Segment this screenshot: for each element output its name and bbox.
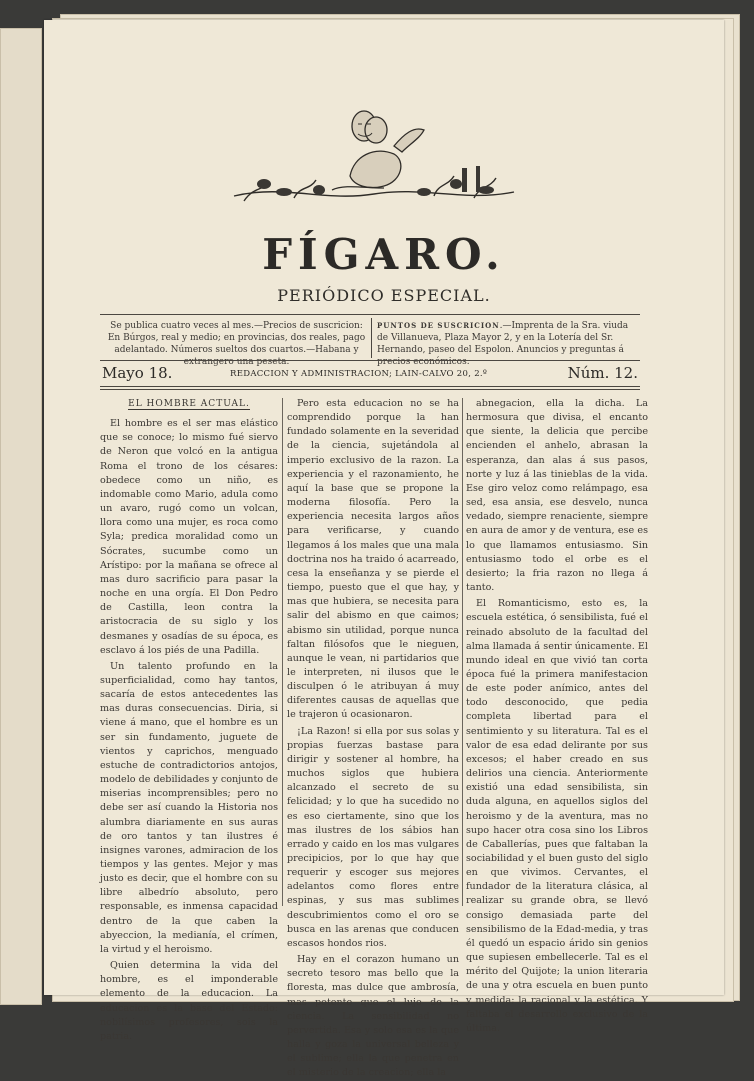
top-rule: [100, 314, 640, 315]
article-heading: EL HOMBRE ACTUAL.: [128, 399, 250, 409]
newspaper-title: FÍGARO.: [262, 230, 506, 279]
page-stack-left: [0, 28, 42, 1005]
paragraph: ¡La Razon! si ella por sus solas y propias fuerzas bastase para dirigir y sostener al hombre, ha muchos siglos que hubiera alcanzado el secreto de su felicidad; y lo que ha sucedido no es eso ciertamente, sino que los mas ilustres de los sábios han errado y caido en los mas vulgares precipicios, por lo que hay que requerir y escoger sus mejores adelantos como flores entre espinas, y sus mas sublimes descubrimientos como el oro se busca en las arenas que conducen escasos hondos rios.: [287, 725, 459, 949]
middle-rule: [100, 360, 640, 361]
subscription-prices: Se publica cuatro veces al mes.—Precios de suscricion: En Búrgos, real y medio; en provincias, dos reales, pago adelantado. Números sueltos dos cuartos.—Habana y extrangero una peseta.: [107, 321, 366, 367]
issue-number: Núm. 12.: [567, 364, 638, 382]
notice-divider: [371, 318, 372, 358]
newspaper-subtitle: PERIÓDICO ESPECIAL.: [277, 286, 491, 305]
column-separator: [462, 398, 463, 906]
paragraph: Pero esta educacion no se ha comprendido porque la han fundado solamente en la severidad de la ciencia, sujetándola al imperio exclusivo de la razon. La experiencia y el razonamiento, he aquí la base que se propone la moderna filosofía. Pero la experiencia necesita largos años para verificarse, y cuando llegamos á los males que una mala doctrina nos ha traido ó acarreado, cesa la enseñanza y se pierde el tiempo, puesto que el que hay, y mas que hubiera, se necesita para salir del abismo en que caimos; abismo sin utilidad, porque nunca faltan filósofos que le nieguen, aunque le vean, ni partidarios que le interpreten, ni ilusos que le disculpen ó le atribuyan á muy diferentes causas de aquellas que le trajeron ú ocasionaron.: [287, 398, 459, 721]
paragraph: Quien determina la vida del hombre, es el imponderable elemento de la educacion. La educacion es la base del Estado: nobilísimos profesores, sois la patria.: [100, 960, 278, 1042]
article-column-3: [466, 397, 648, 1036]
dateline-rule: [100, 386, 640, 387]
subscription-points-label: PUNTOS DE SUSCRICION: [377, 321, 500, 330]
paragraph: Hay en el corazon humano un secreto tesoro mas bello que la floresta, mas dulce que ambrosía, mas potente que el lujo de la ciencia. La sensibilidad no pervertida. Esa y solo esa es la que halla y goza la universal belleza y el sublime; ella la que penetra en el misterio de la creacion; ella la: [287, 954, 459, 1079]
article-column-2: [287, 397, 459, 1081]
paragraph: Un talento profundo en la superficialidad, como hay tantos, sacaría de estos antecedentes las mas duras consecuencias. Diria, si viene á mano, que el hombre es un ser sin fundamento, juguete de vientos y caprichos, menguado estuche de contradictorios antojos, modelo de debilidades y conjunto de miserias incomprensibles; pero no debe ser así cuando la Historia nos alumbra diariamente en sus auras de oro tantos y tan ilustres é insignes varones, admiracion de los tiempos y las gentes. Mejor y mas justo es decir, que el hombre con su libre albedrío absoluto, pero responsable, es inmensa capacidad dentro de la que caben la abyeccion, la medianía, el crímen, la virtud y el heroismo.: [100, 660, 278, 955]
masthead-illustration: [224, 106, 524, 218]
paragraph: El hombre es el ser mas elástico que se conoce; lo mismo fué siervo de Neron que volcó en la antigua Roma el trono de los césares: obedece como un niño, es indomable como Mario, adula como un avaro, rugó como un volcan, llora como una mujer, es roca como Syla; predica moralidad como un Sócrates, sucumbe como un Arístipo: por la mañana se ofrece al mas duro sacrificio para pasar la noche en una orgía. El Don Pedro de Castilla, leon contra la aristocracia de su siglo y los desmanes y osadías de su época, es esclavo á los piés de una Padilla.: [100, 418, 278, 656]
office-address: REDACCION Y ADMINISTRACION; LAIN-CALVO 20, 2.º: [230, 369, 488, 379]
article-column-1: [100, 397, 278, 1044]
newspaper-page: [44, 20, 724, 1079]
issue-date: Mayo 18.: [102, 364, 173, 382]
dateline: [100, 364, 640, 384]
paragraph: El Romanticismo, esto es, la escuela estética, ó sensibilista, fué el reinado absoluto de la facultad del alma llamada á sentir únicamente. El mundo ideal en que vivió tan corta época fué la primera manifestacion de este poder anímico, antes del todo desconocido, que pedia completa libertad para el sentimiento y su literatura. Tal es el valor de esa edad delirante por sus excesos; el haber creado en sus delirios una ciencia. Anteriormente existió una edad sensibilista, sin duda alguna, en aquellos siglos del heroismo y de la aventura, mas no supo hacer otra cosa sino los Libros de Caballerías, pues que faltaban la sociabilidad y el buen gusto del siglo en que vivimos. Cervantes, el fundador de la literatura clásica, al realizar su grande obra, se llevó consigo demasiada parte del sensibilismo de la Edad-media, y tras él quedó un espacio árido sin genios que supiesen embellecerle. Tal es el mérito del Quijote; la union literaria de una y otra escuela en buen punto y medida; la racional y la estética. Y faltaba el desarrollo exclusivo de la última.: [466, 598, 648, 1034]
subscription-points-text: .—Imprenta de la Sra. viuda de Villanueva, Plaza Mayor 2, y en la Lotería del Sr. Hernando, paseo del Espolon. Anuncios y preguntas á precios económicos.: [377, 321, 629, 367]
paragraph: abnegacion, ella la dicha. La hermosura que divisa, el encanto que siente, la delicia que percibe encienden el anhelo, abrasan la esperanza, dan alas á sus pasos, norte y luz á las tinieblas de la vida. Ese giro veloz como relámpago, esa sed, esa ansia, ese desvelo, nunca vedado, siempre renaciente, siempre en aura de amor y de ventura, ese es lo que llamamos entusiasmo. Sin entusiasmo todo el orbe es el desierto; la fria razon no llega á tanto.: [466, 398, 648, 594]
column-separator: [282, 398, 283, 906]
dateline-rule-2: [100, 389, 640, 390]
